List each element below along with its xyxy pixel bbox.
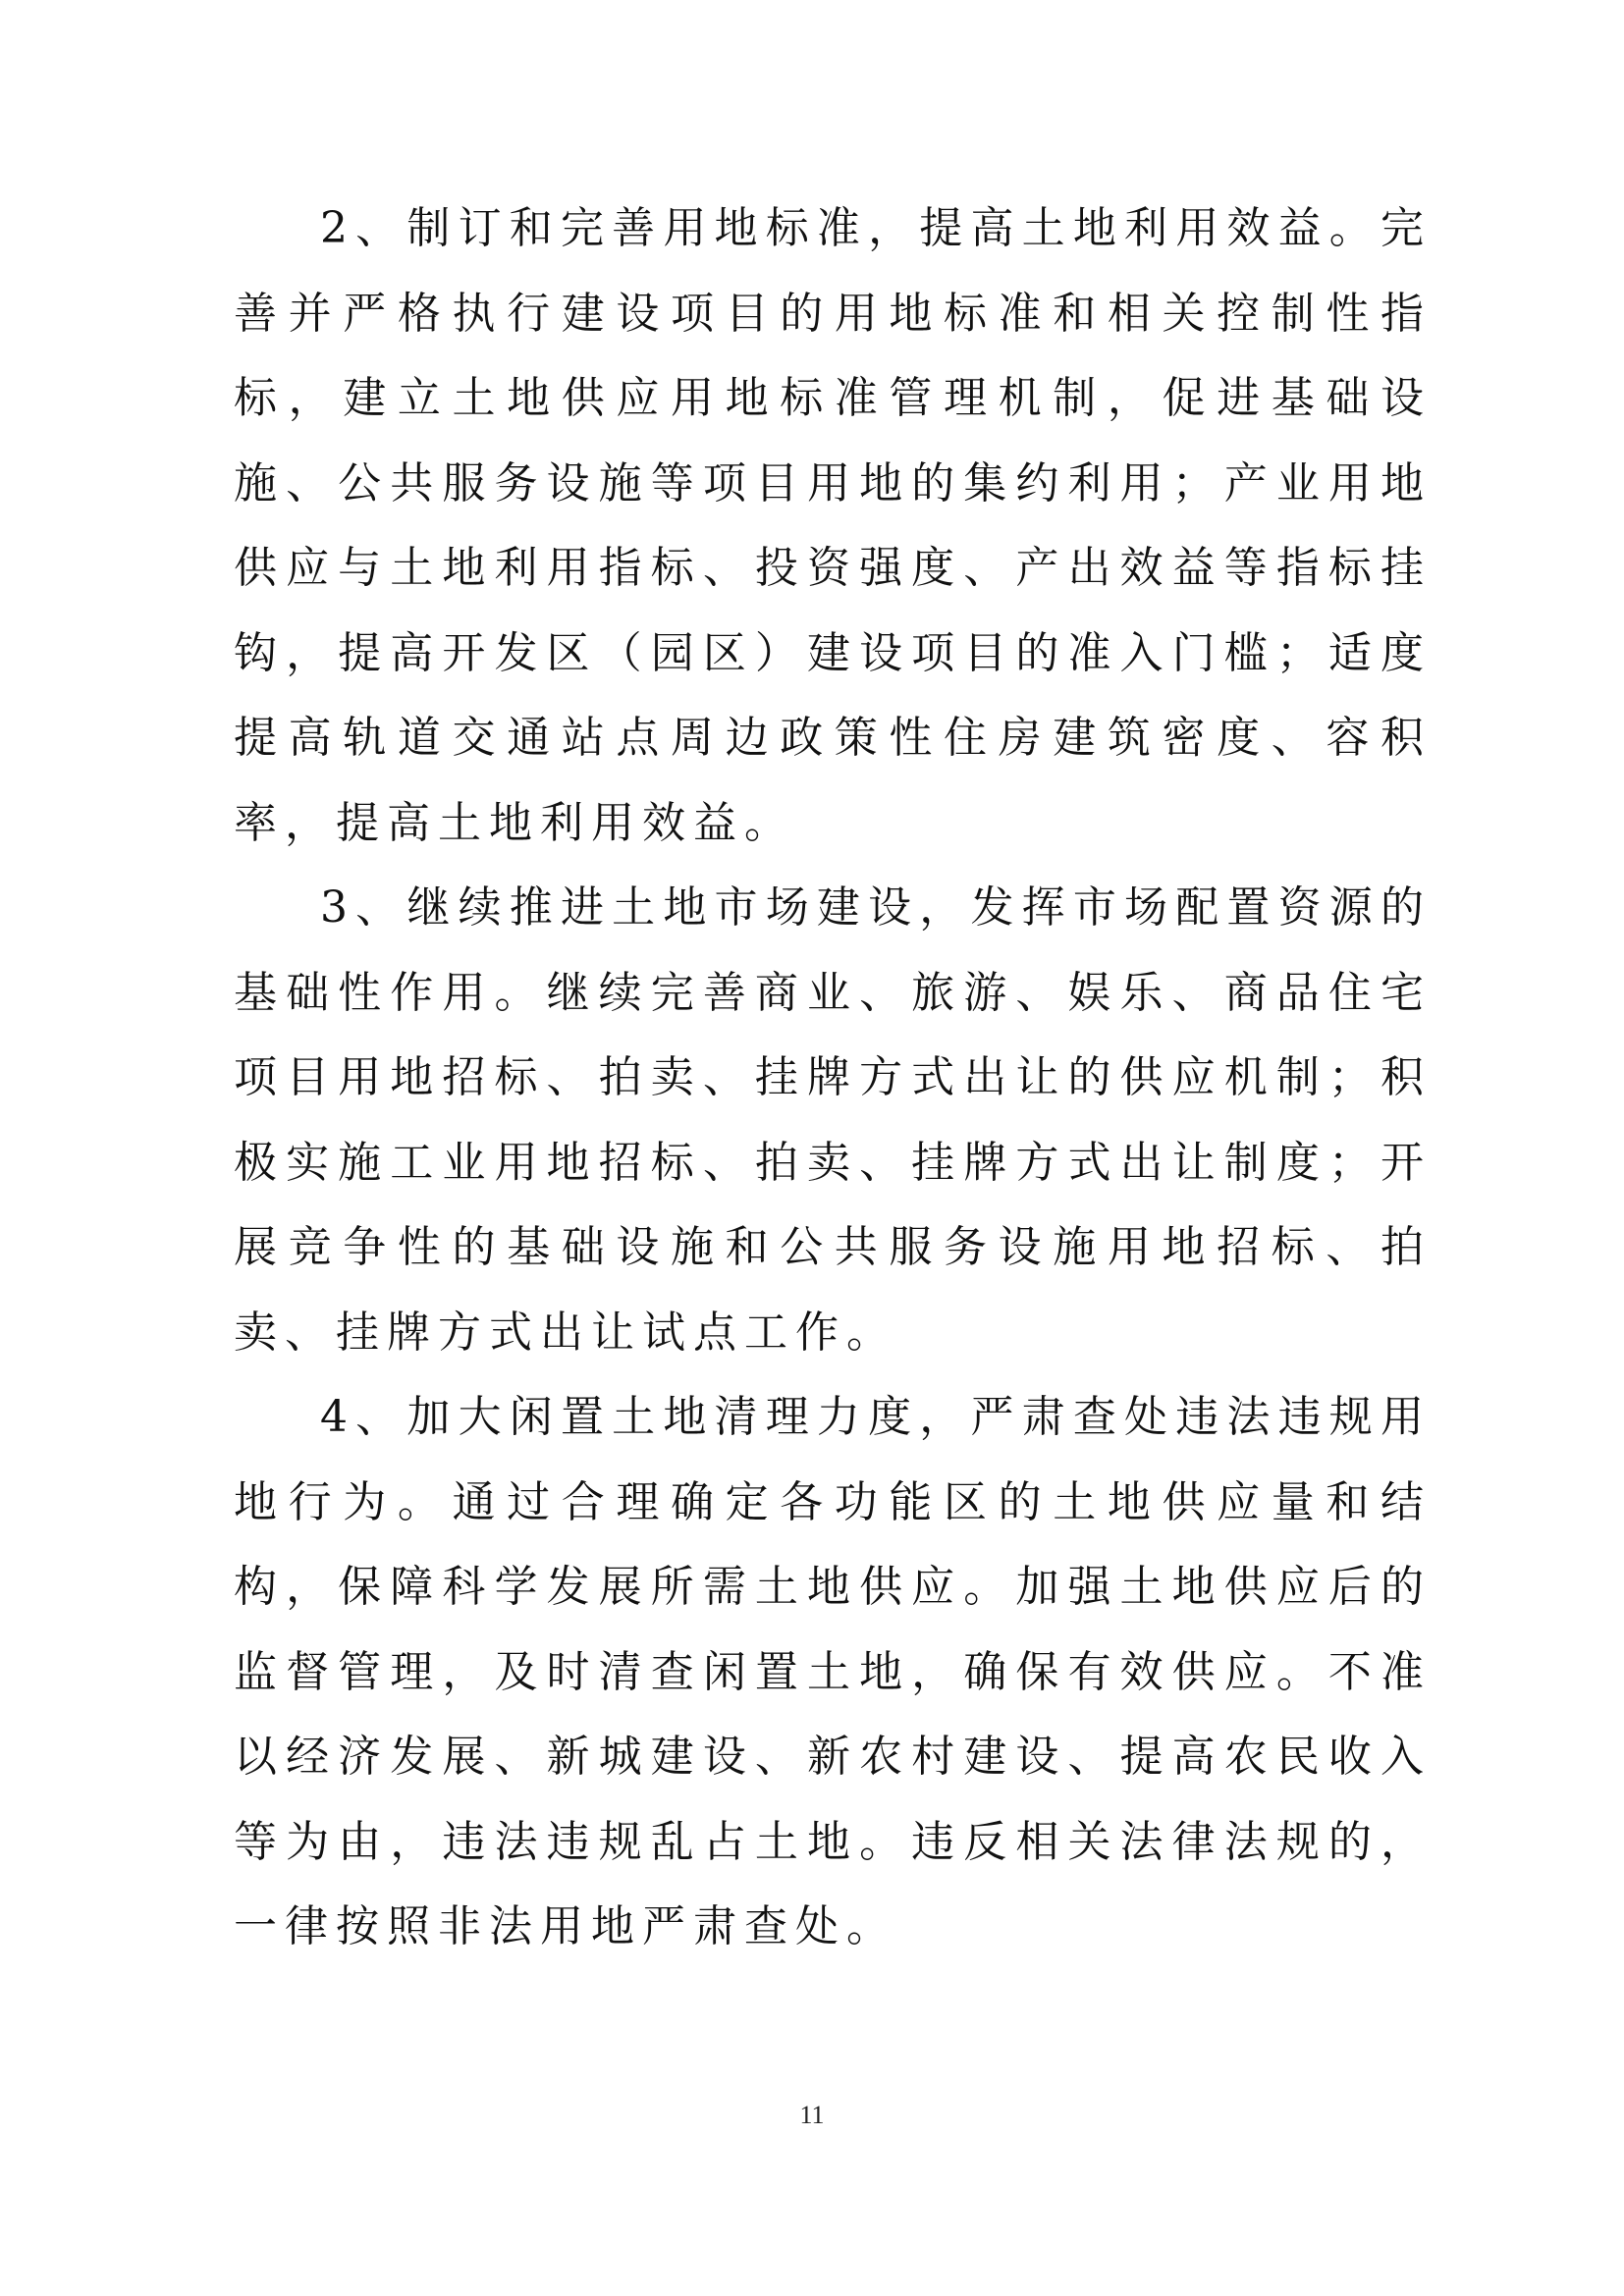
page-number: 11 bbox=[799, 2101, 825, 2129]
paragraph-idle-land: 4、加大闲置土地清理力度，严肃查处违法违规用地行为。通过合理确定各功能区的土地供应量和结构，保障科学发展所需土地供应。加强土地供应后的监督管理，及时清查闲置土地，确保有效供应。不准以经济发展、新城建设、新农村建设、提高农民收入等为由，违法违规乱占土地。违反相关法律法规的，一律按照非法用地严肃查处。 bbox=[234, 1392, 1432, 1951]
body-text bbox=[234, 187, 1432, 1970]
paragraph-land-standards: 2、制订和完善用地标准，提高土地利用效益。完善并严格执行建设项目的用地标准和相关控制性指标，建立土地供应用地标准管理机制，促进基础设施、公共服务设施等项目用地的集约利用；产业用地供应与土地利用指标、投资强度、产出效益等指标挂钩，提高开发区（园区）建设项目的准入门槛；适度提高轨道交通站点周边政策性住房建筑密度、容积率，提高土地利用效益。 bbox=[234, 203, 1432, 848]
paragraph-land-market: 3、继续推进土地市场建设，发挥市场配置资源的基础性作用。继续完善商业、旅游、娱乐、商品住宅项目用地招标、拍卖、挂牌方式出让的供应机制；积极实施工业用地招标、拍卖、挂牌方式出让制度；开展竞争性的基础设施和公共服务设施用地招标、拍卖、挂牌方式出让试点工作。 bbox=[234, 882, 1432, 1358]
